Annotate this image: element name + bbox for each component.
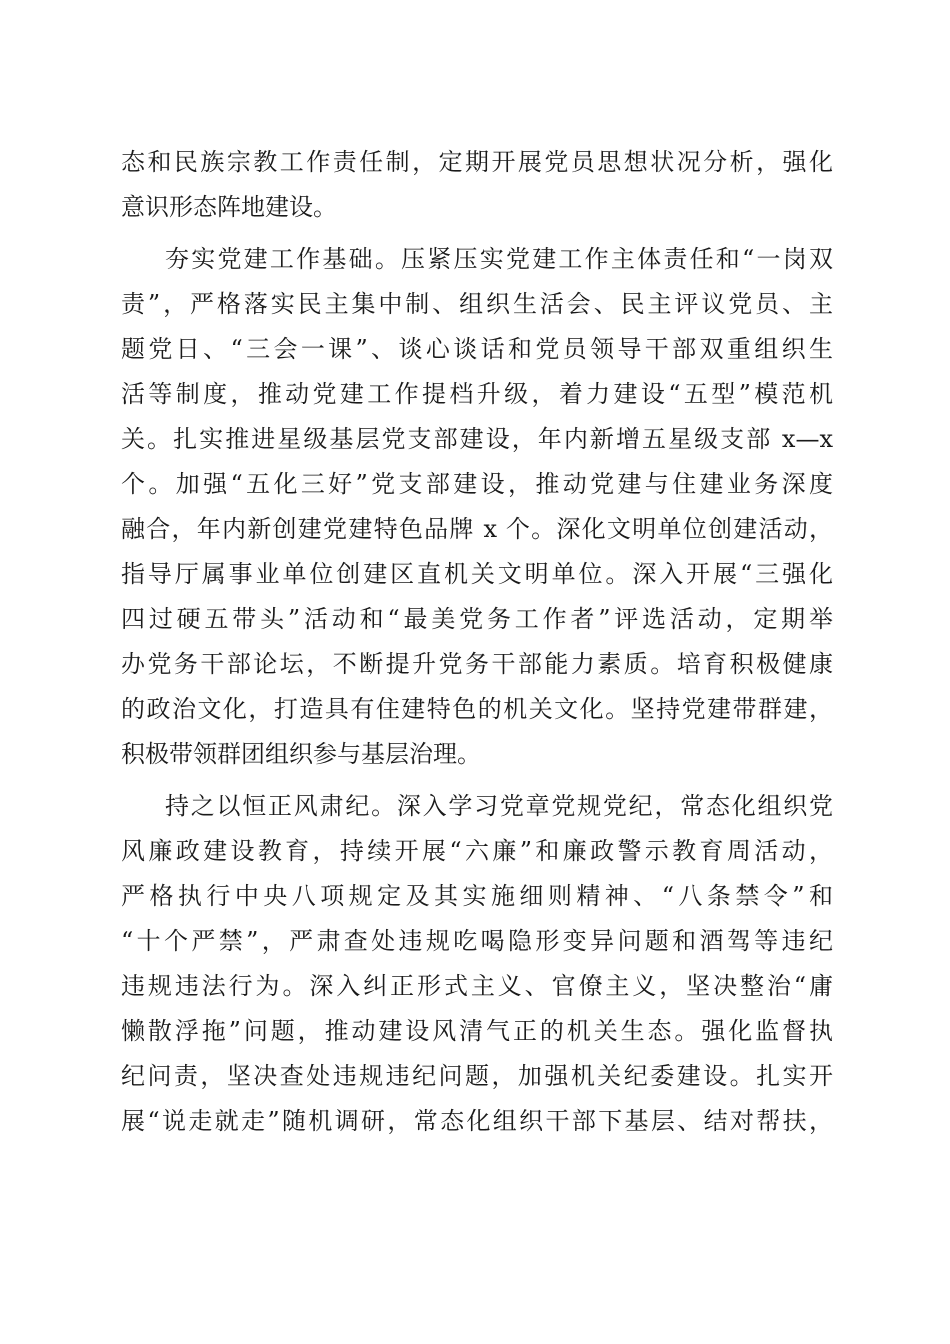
text-line: 意识形态阵地建设。 — [121, 193, 337, 221]
text-line: 指导厅属事业单位创建区直机关文明单位。深入开展“三强化 — [121, 560, 833, 588]
text-line: 个。加强“五化三好”党支部建设，推动党建与住建业务深度 — [121, 470, 833, 498]
text-line: 严格执行中央八项规定及其实施细则精神、“八条禁令”和 — [121, 882, 833, 910]
text-line: 活等制度，推动党建工作提档升级，着力建设“五型”模范机 — [121, 380, 833, 408]
text-line: 展“说走就走”随机调研，常态化组织干部下基层、结对帮扶， — [121, 1107, 833, 1135]
text-line: 办党务干部论坛，不断提升党务干部能力素质。培育积极健康 — [121, 650, 833, 678]
text-line: 关。扎实推进星级基层党支部建设，年内新增五星级支部 x—x — [121, 425, 833, 453]
text-line: 违规违法行为。深入纠正形式主义、官僚主义，坚决整治“庸 — [121, 972, 833, 1000]
paragraph-discipline — [121, 784, 833, 1144]
text-line: 风廉政建设教育，持续开展“六廉”和廉政警示教育周活动， — [121, 837, 833, 865]
text-line: 夯实党建工作基础。压紧压实党建工作主体责任和“一岗双 — [165, 245, 833, 273]
text-line: 责”，严格落实民主集中制、组织生活会、民主评议党员、主 — [121, 290, 833, 318]
text-line: 四过硬五带头”活动和“最美党务工作者”评选活动，定期举 — [121, 605, 833, 633]
text-line: 态和民族宗教工作责任制，定期开展党员思想状况分析，强化 — [121, 148, 833, 176]
text-line: 持之以恒正风肃纪。深入学习党章党规党纪，常态化组织党 — [165, 792, 833, 820]
text-line: “十个严禁”，严肃查处违规吃喝隐形变异问题和酒驾等违纪 — [121, 927, 833, 955]
text-line: 纪问责，坚决查处违规违纪问题，加强机关纪委建设。扎实开 — [121, 1062, 833, 1090]
text-line: 积极带领群团组织参与基层治理。 — [121, 740, 481, 768]
paragraph-continuation — [121, 140, 833, 230]
text-line: 题党日、“三会一课”、谈心谈话和党员领导干部双重组织生 — [121, 335, 833, 363]
document-body — [121, 140, 833, 1144]
text-line: 懒散浮拖”问题，推动建设风清气正的机关生态。强化监督执 — [121, 1017, 833, 1045]
paragraph-party-building — [121, 237, 833, 777]
text-line: 的政治文化，打造具有住建特色的机关文化。坚持党建带群建， — [121, 695, 833, 723]
text-line: 融合，年内新创建党建特色品牌 x 个。深化文明单位创建活动， — [121, 515, 833, 543]
